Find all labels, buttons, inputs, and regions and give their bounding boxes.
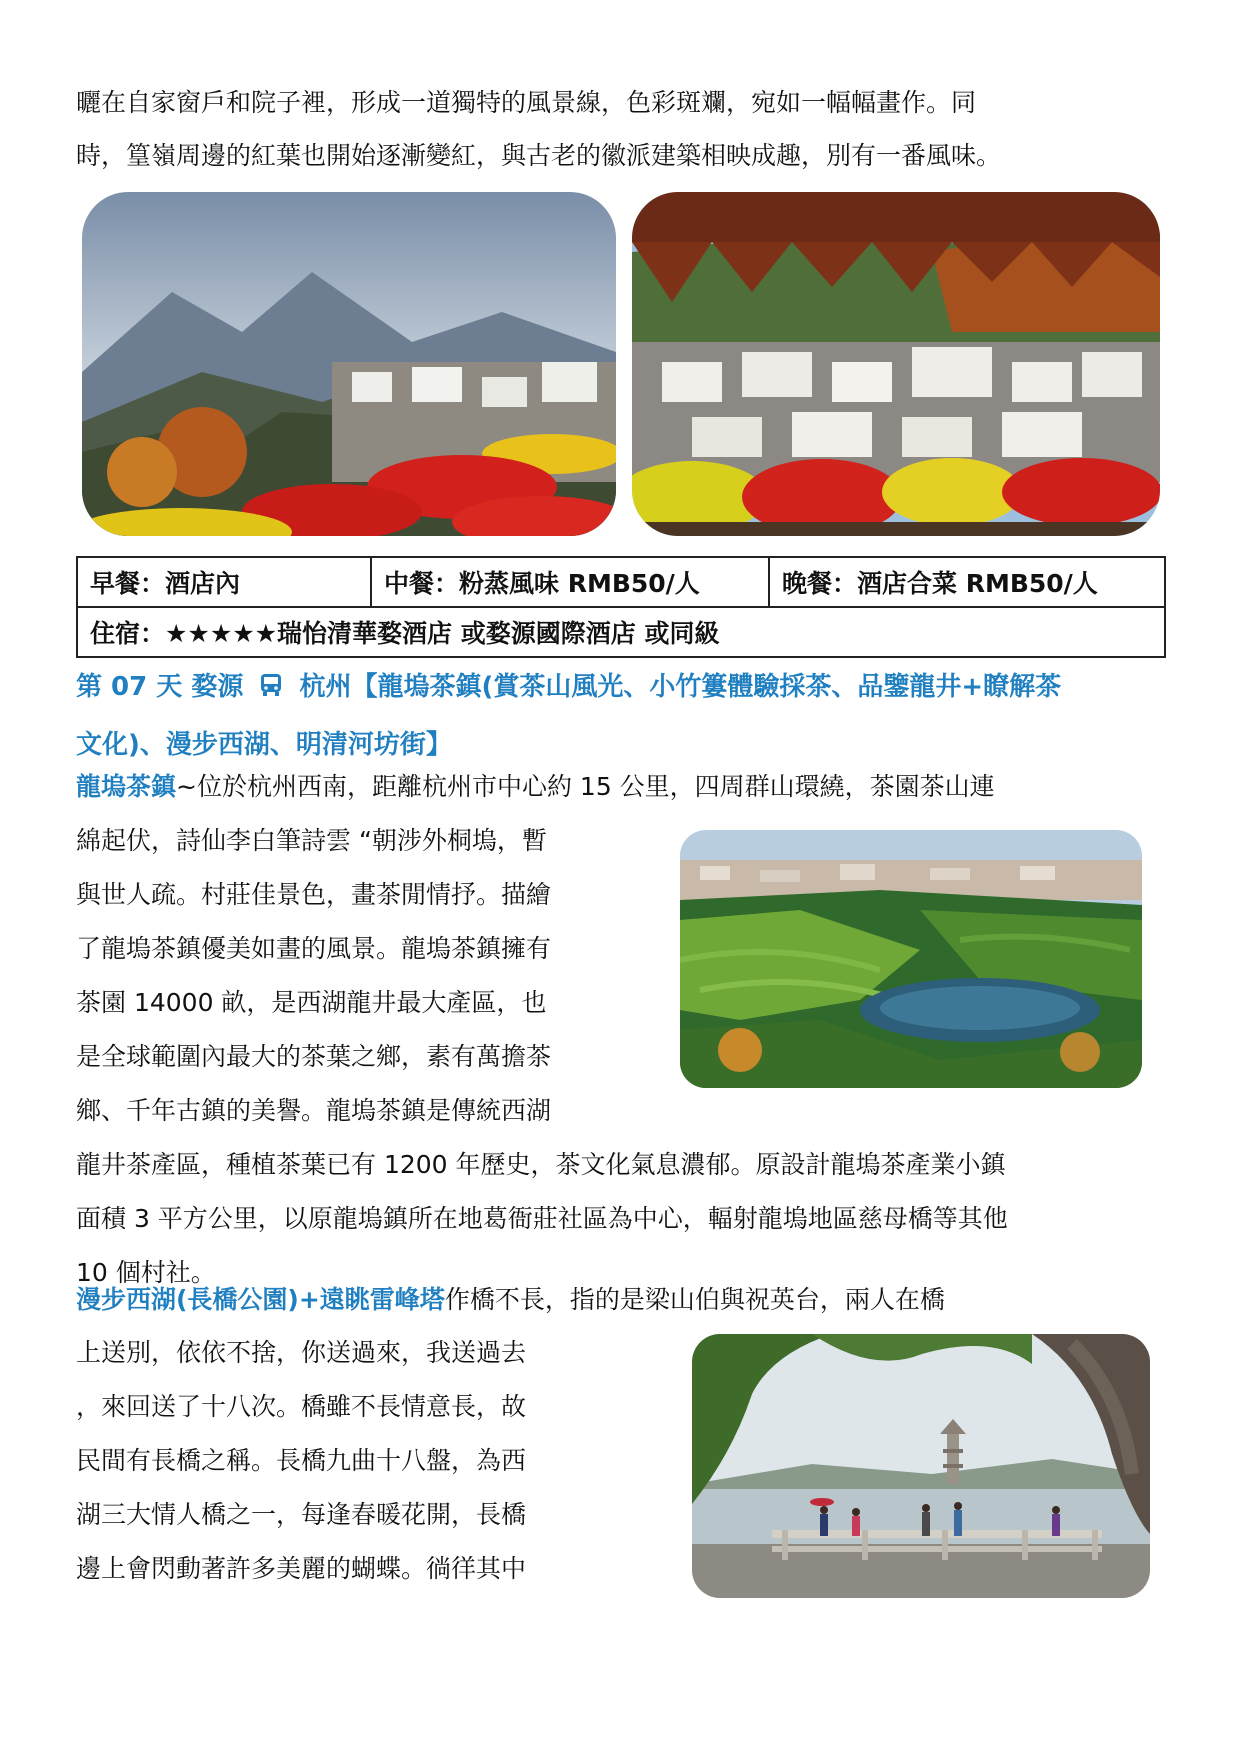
longwu-side-line: 是全球範圍內最大的茶葉之鄉，素有萬擔茶 <box>76 1042 552 1071</box>
bus-icon <box>258 663 284 718</box>
intro-line-1: 曬在自家窗戶和院子裡，形成一道獨特的風景線，色彩斑斕，宛如一幅幅畫作。同 <box>76 88 977 117</box>
breakfast-cell: 早餐：酒店內 <box>77 557 371 607</box>
westlake-side-line: 邊上會閃動著許多美麗的蝴蝶。徜徉其中 <box>76 1554 527 1583</box>
westlake-side-line: ，來回送了十八次。橋雖不長情意長，故 <box>76 1392 527 1421</box>
westlake-side-line: 上送別，依依不捨，你送過來，我送過去 <box>76 1338 527 1367</box>
westlake-title: 漫步西湖(長橋公園)+遠眺雷峰塔 <box>76 1285 445 1314</box>
huangling-village-photo-left <box>82 192 616 536</box>
day-route-line-2: 文化)、漫步西湖、明清河坊街】 <box>76 730 452 760</box>
day-heading <box>76 660 1166 773</box>
longwu-full-line: 面積 3 平方公里，以原龍塢鎮所在地葛衙莊社區為中心，輻射龍塢地區慈母橋等其他 <box>76 1204 1008 1233</box>
day-prefix: 第 07 天 婺源 <box>76 672 244 702</box>
longwu-title: 龍塢茶鎮 <box>76 772 177 801</box>
longwu-side-text <box>76 814 636 1138</box>
intro-line-2: 時，篁嶺周邊的紅葉也開始逐漸變紅，與古老的徽派建築相映成趣，別有一番風味。 <box>76 141 1002 170</box>
longwu-side-line: 綿起伏，詩仙李白筆詩雲 “朝涉外桐塢，暫 <box>76 826 547 855</box>
longwu-side-line: 茶園 14000 畝，是西湖龍井最大產區，也 <box>76 988 547 1017</box>
westlake-lead <box>76 1273 1196 1326</box>
westlake-side-line: 民間有長橋之稱。長橋九曲十八盤，為西 <box>76 1446 527 1475</box>
west-lake-photo <box>692 1334 1150 1598</box>
westlake-side-text <box>76 1326 646 1596</box>
huangling-village-photo-right <box>632 192 1160 536</box>
dinner-cell: 晚餐：酒店合菜 RMB50/人 <box>769 557 1165 607</box>
tea-plantation-photo <box>680 830 1142 1088</box>
longwu-side-line: 了龍塢茶鎮優美如畫的風景。龍塢茶鎮擁有 <box>76 934 552 963</box>
lunch-cell: 中餐：粉蒸風味 RMB50/人 <box>371 557 769 607</box>
longwu-side-line: 鄉、千年古鎮的美譽。龍塢茶鎮是傳統西湖 <box>76 1096 552 1125</box>
meals-table <box>76 556 1166 658</box>
longwu-lead <box>76 760 1186 813</box>
longwu-side-line: 與世人疏。村莊佳景色，畫茶閒情抒。描繪 <box>76 880 552 909</box>
longwu-full-line: 10 個村社。 <box>76 1258 216 1287</box>
longwu-lead-text: ~位於杭州西南，距離杭州市中心約 15 公里，四周群山環繞，茶園茶山連 <box>176 772 995 801</box>
longwu-full-line: 龍井茶產區，種植茶葉已有 1200 年歷史，茶文化氣息濃郁。原設計龍塢茶產業小鎮 <box>76 1150 1006 1179</box>
westlake-side-line: 湖三大情人橋之一，每逢春暖花開，長橋 <box>76 1500 527 1529</box>
hotel-cell: 住宿：★★★★★瑞怡清華婺酒店 或婺源國際酒店 或同級 <box>77 607 1165 657</box>
day-route-line-1: 杭州【龍塢茶鎮(賞茶山風光、小竹簍體驗採茶、品鑒龍井+瞭解茶 <box>299 672 1062 702</box>
westlake-lead-text: 作橋不長，指的是梁山伯與祝英台，兩人在橋 <box>444 1285 945 1314</box>
